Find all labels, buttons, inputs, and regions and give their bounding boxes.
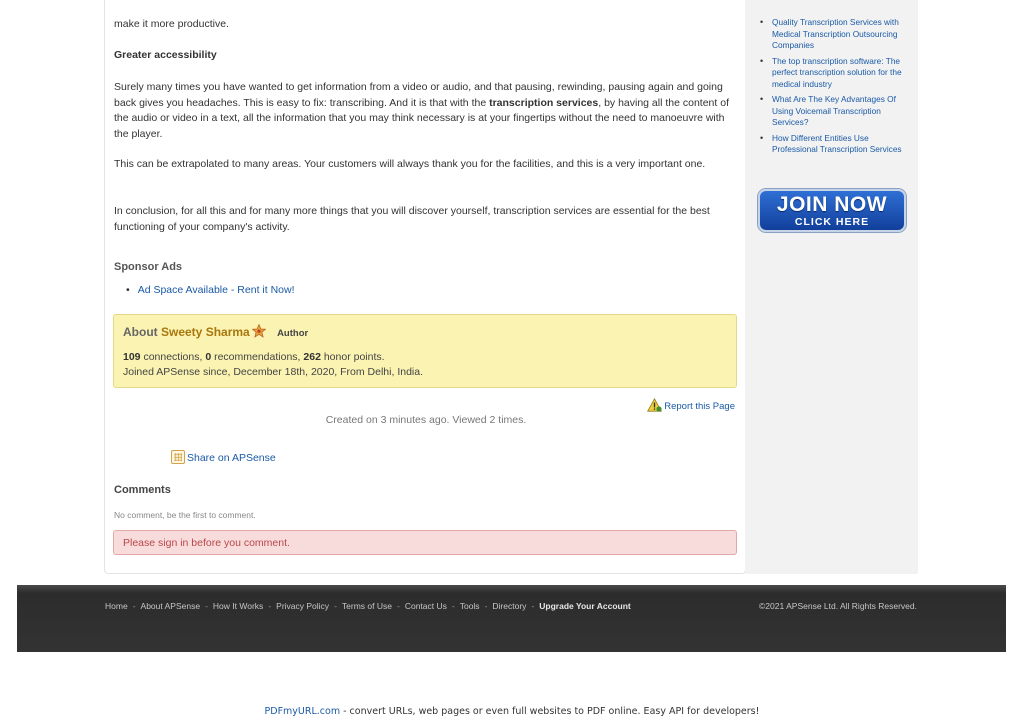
share-link[interactable]: Share on APSense [187, 452, 276, 464]
article-paragraph: In conclusion, for all this and for many more things that you will discover yourself, transcription services are essential for the best functioning of your company's activity. [114, 205, 710, 233]
author-name-link[interactable]: Sweety Sharma [161, 325, 250, 339]
article-card [104, 0, 746, 574]
paragraph-text: Surely many times you have wanted to get information from a video or audio, and that pausing, rewinding, pausing again and going back gives you headaches. This is easy to fix: transcribing. And it is that with the [114, 81, 723, 109]
section-heading: Greater accessibility [114, 49, 217, 61]
related-article-item [760, 56, 910, 91]
footer-link-upgrade[interactable]: Upgrade Your Account [539, 601, 631, 611]
no-comment-text: No comment, be the first to comment. [114, 510, 256, 520]
article-paragraph: make it more productive. [114, 18, 229, 30]
honor-points-count: 262 [303, 351, 321, 363]
site-footer [17, 585, 1006, 652]
stat-label: recommendations, [211, 351, 304, 363]
join-now-label: JOIN NOW [776, 193, 888, 216]
sponsor-list [126, 284, 295, 296]
star-icon [252, 324, 266, 338]
page-wrap [104, 0, 918, 574]
connections-count: 109 [123, 351, 141, 363]
about-heading [123, 324, 308, 339]
share-icon [171, 450, 185, 464]
footer-separator: - [334, 601, 337, 611]
footer-link-about[interactable]: About APSense [140, 601, 201, 611]
article-paragraph [114, 80, 734, 142]
stat-label: honor points. [320, 351, 385, 363]
footer-separator: - [205, 601, 208, 611]
created-viewed-info: Created on 3 minutes ago. Viewed 2 times. [325, 414, 527, 426]
share-on-apsense[interactable] [171, 450, 276, 464]
about-prefix: About [123, 325, 158, 339]
footer-separator: - [132, 601, 136, 611]
related-article-item [760, 17, 910, 52]
click-here-label: CLICK HERE [794, 216, 870, 228]
article-paragraph: This can be extrapolated to many areas. Your customers will always thank you for the facilities, and this is a very important one. [114, 158, 706, 170]
sponsor-item [126, 284, 295, 296]
join-now-button[interactable] [758, 189, 906, 232]
footer-separator: - [268, 601, 272, 611]
bold-keyword: transcription services [489, 96, 599, 109]
footer-link-privacy[interactable]: Privacy Policy [276, 601, 330, 611]
footer-separator: - [484, 601, 488, 611]
related-article-item [760, 94, 910, 129]
footer-link-how-it-works[interactable]: How It Works [212, 601, 264, 611]
warning-icon [647, 398, 662, 412]
about-author-box [113, 314, 737, 388]
author-role-badge: Author [277, 328, 309, 339]
footer-link-directory[interactable]: Directory [492, 601, 527, 611]
footer-link-home[interactable]: Home [105, 601, 128, 611]
related-article-link[interactable]: What Are The Key Advantages Of Using Voicemail Transcription Services? [772, 94, 896, 127]
sponsor-ads-title: Sponsor Ads [114, 261, 183, 273]
footer-separator: - [451, 601, 455, 611]
footer-separator: - [531, 601, 535, 611]
related-article-item [760, 133, 910, 156]
author-stats [123, 351, 385, 363]
related-article-link[interactable]: Quality Transcription Services with Medical Transcription Outsourcing Companies [772, 17, 899, 50]
pdfmyurl-link[interactable]: PDFmyURL.com [264, 706, 341, 717]
report-page[interactable] [647, 398, 735, 412]
signin-notice: Please sign in before you comment. [113, 530, 737, 555]
pdf-banner [0, 706, 1024, 717]
related-articles-list [760, 17, 910, 160]
rent-ad-link[interactable]: Ad Space Available - Rent it Now! [137, 284, 295, 296]
footer-separator: - [396, 601, 400, 611]
footer-link-terms[interactable]: Terms of Use [341, 601, 392, 611]
copyright-text: ©2021 APSense Ltd. All Rights Reserved. [759, 601, 917, 611]
paragraph-text: , by having all the content of the audio or video in a text, all the information that you may think necessary is at your fingertips without the need to manoeuvre with the player. [114, 96, 729, 140]
related-article-link[interactable]: The top transcription software: The perfect transcription solution for the medical industry [772, 55, 902, 89]
report-page-link[interactable]: Report this Page [664, 401, 735, 412]
footer-link-tools[interactable]: Tools [459, 601, 480, 611]
footer-link-contact[interactable]: Contact Us [404, 601, 447, 611]
stat-label: connections, [140, 351, 206, 363]
recommendations-count: 0 [205, 351, 212, 363]
footer-nav [105, 601, 631, 611]
author-joined: Joined APSense since, December 18th, 2020, From Delhi, India. [123, 366, 423, 378]
comments-title: Comments [114, 484, 171, 496]
pdf-banner-text: - convert URLs, web pages or even full websites to PDF online. Easy API for developers! [340, 706, 760, 717]
related-article-link[interactable]: How Different Entities Use Professional Transcription Services [772, 132, 902, 154]
sidebar [745, 0, 918, 574]
